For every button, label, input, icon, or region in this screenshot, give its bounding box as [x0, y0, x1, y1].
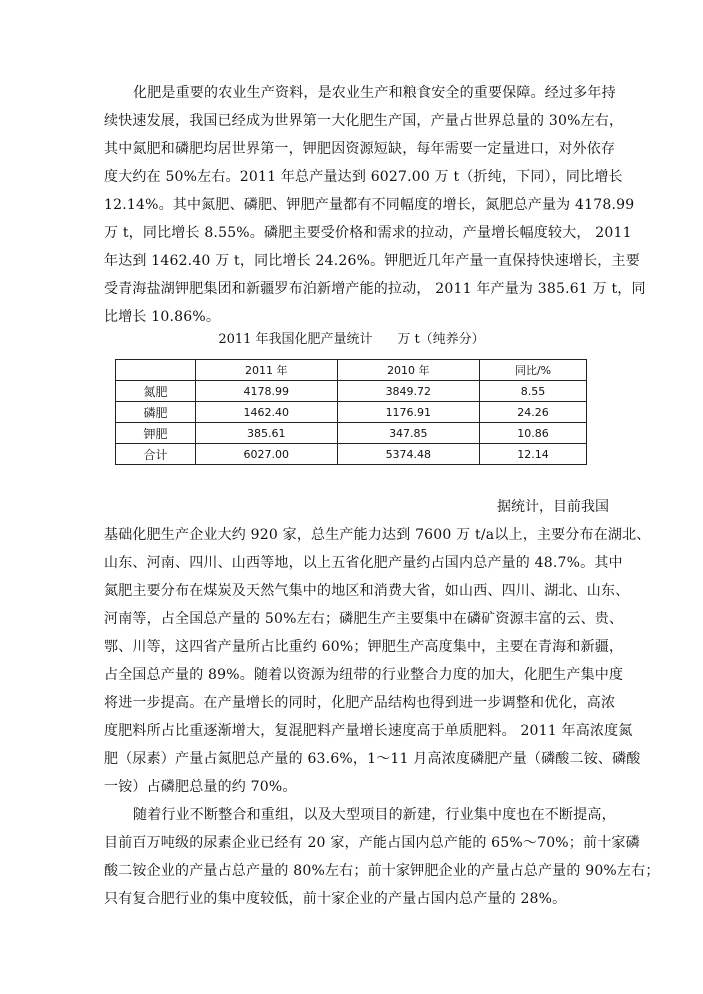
- paragraph-2-line: 肥（尿素）产量占氮肥总产量的 63.6%，1～11 月高浓度磷肥产量（磷酸二铵、磷酸: [104, 751, 641, 767]
- table-cell: 347.85: [337, 423, 480, 444]
- paragraph-3-line: 酸二铵企业的产量占总产量的 80%左右；前十家钾肥企业的产量占总产量的 90%左右；: [104, 863, 660, 879]
- paragraph-1-line: 比增长 10.86%。: [104, 309, 221, 325]
- paragraph-1-line: 12.14%。其中氮肥、磷肥、钾肥产量都有不同幅度的增长，氮肥总产量为 4178.99: [104, 197, 635, 213]
- paragraph-2-line: 度肥料所占比重逐渐增大，复混肥料产量增长速度高于单质肥料。 2011 年高浓度氮: [104, 723, 633, 739]
- paragraph-1-line: 年达到 1462.40 万 t，同比增长 24.26%。钾肥近几年产量一直保持快速增长，主要: [104, 253, 640, 269]
- paragraph-3-line: 只有复合肥行业的集中度较低，前十家企业的产量占国内总产量的 28%。: [104, 891, 567, 907]
- table-row: [116, 381, 587, 402]
- table-cell: 1176.91: [337, 402, 480, 423]
- paragraph-3-line: 目前百万吨级的尿素企业已经有 20 家，产能占国内总产能的 65%～70%；前十家磷: [104, 835, 640, 851]
- table-header-cell: 2011 年: [195, 360, 337, 381]
- table-cell: 24.26: [480, 402, 587, 423]
- table-header-cell: 同比/%: [480, 360, 587, 381]
- table-cell: 5374.48: [337, 444, 480, 465]
- paragraph-1-line: 度大约在 50%左右。2011 年总产量达到 6027.00 万 t（折纯，下同），同比增长: [104, 169, 623, 185]
- paragraph-1-line: 其中氮肥和磷肥均居世界第一，钾肥因资源短缺，每年需要一定量进口，对外依存: [104, 141, 616, 157]
- table-cell: 3849.72: [337, 381, 480, 402]
- table-row-label: 钾肥: [116, 423, 196, 444]
- table-row-label: 磷肥: [116, 402, 196, 423]
- table-cell: 10.86: [480, 423, 587, 444]
- paragraph-1-line: 受青海盐湖钾肥集团和新疆罗布泊新增产能的拉动， 2011 年产量为 385.61 万 t，同: [104, 281, 646, 297]
- table-row: [116, 423, 587, 444]
- table-row: [116, 402, 587, 423]
- table-cell: 6027.00: [195, 444, 337, 465]
- paragraph-3-line: 随着行业不断整合和重组，以及大型项目的新建，行业集中度也在不断提高，: [133, 807, 616, 823]
- table-header-cell: [116, 360, 196, 381]
- paragraph-1-line: 化肥是重要的农业生产资料，是农业生产和粮食安全的重要保障。经过多年持: [133, 85, 616, 101]
- table-header-row: [116, 360, 587, 381]
- table-row-label: 氮肥: [116, 381, 196, 402]
- table-total-row: [116, 444, 587, 465]
- paragraph-2-line: 将进一步提高。在产量增长的同时，化肥产品结构也得到进一步调整和优化，高浓: [104, 695, 616, 711]
- paragraph-2-line: 一铵）占磷肥总量的约 70%。: [104, 779, 297, 795]
- paragraph-2-first-line: 据统计，目前我国: [497, 499, 609, 515]
- table-row-label: 合计: [116, 444, 196, 465]
- table-cell: 1462.40: [195, 402, 337, 423]
- table-cell: 4178.99: [195, 381, 337, 402]
- paragraph-2-line: 河南等，占全国总产量的 50%左右；磷肥生产主要集中在磷矿资源丰富的云、贵、: [104, 611, 624, 627]
- paragraph-2-line: 氮肥主要分布在煤炭及天然气集中的地区和消费大省，如山西、四川、湖北、山东、: [104, 583, 630, 599]
- table-caption: 2011 年我国化肥产量统计 万 t（纯养分）: [218, 332, 485, 347]
- paragraph-1-line: 万 t，同比增长 8.55%。磷肥主要受价格和需求的拉动，产量增长幅度较大， 2011: [104, 225, 632, 241]
- fertilizer-production-table: [115, 359, 587, 465]
- table-header-cell: 2010 年: [337, 360, 480, 381]
- paragraph-1-line: 续快速发展，我国已经成为世界第一大化肥生产国，产量占世界总量的 30%左右，: [104, 113, 624, 129]
- paragraph-2-line: 占全国总产量的 89%。随着以资源为纽带的行业整合力度的加大，化肥生产集中度: [104, 667, 624, 683]
- paragraph-2-line: 基础化肥生产企业大约 920 家，总生产能力达到 7600 万 t/a以上，主要分布在湖北、: [104, 527, 651, 543]
- paragraph-2-line: 鄂、川等，这四省产量所占比重约 60%；钾肥生产高度集中，主要在青海和新疆，: [104, 639, 624, 655]
- table-cell: 12.14: [480, 444, 587, 465]
- table-cell: 8.55: [480, 381, 587, 402]
- table-cell: 385.61: [195, 423, 337, 444]
- paragraph-2-line: 山东、河南、四川、山西等地，以上五省化肥产量约占国内总产量的 48.7%。其中: [104, 555, 623, 571]
